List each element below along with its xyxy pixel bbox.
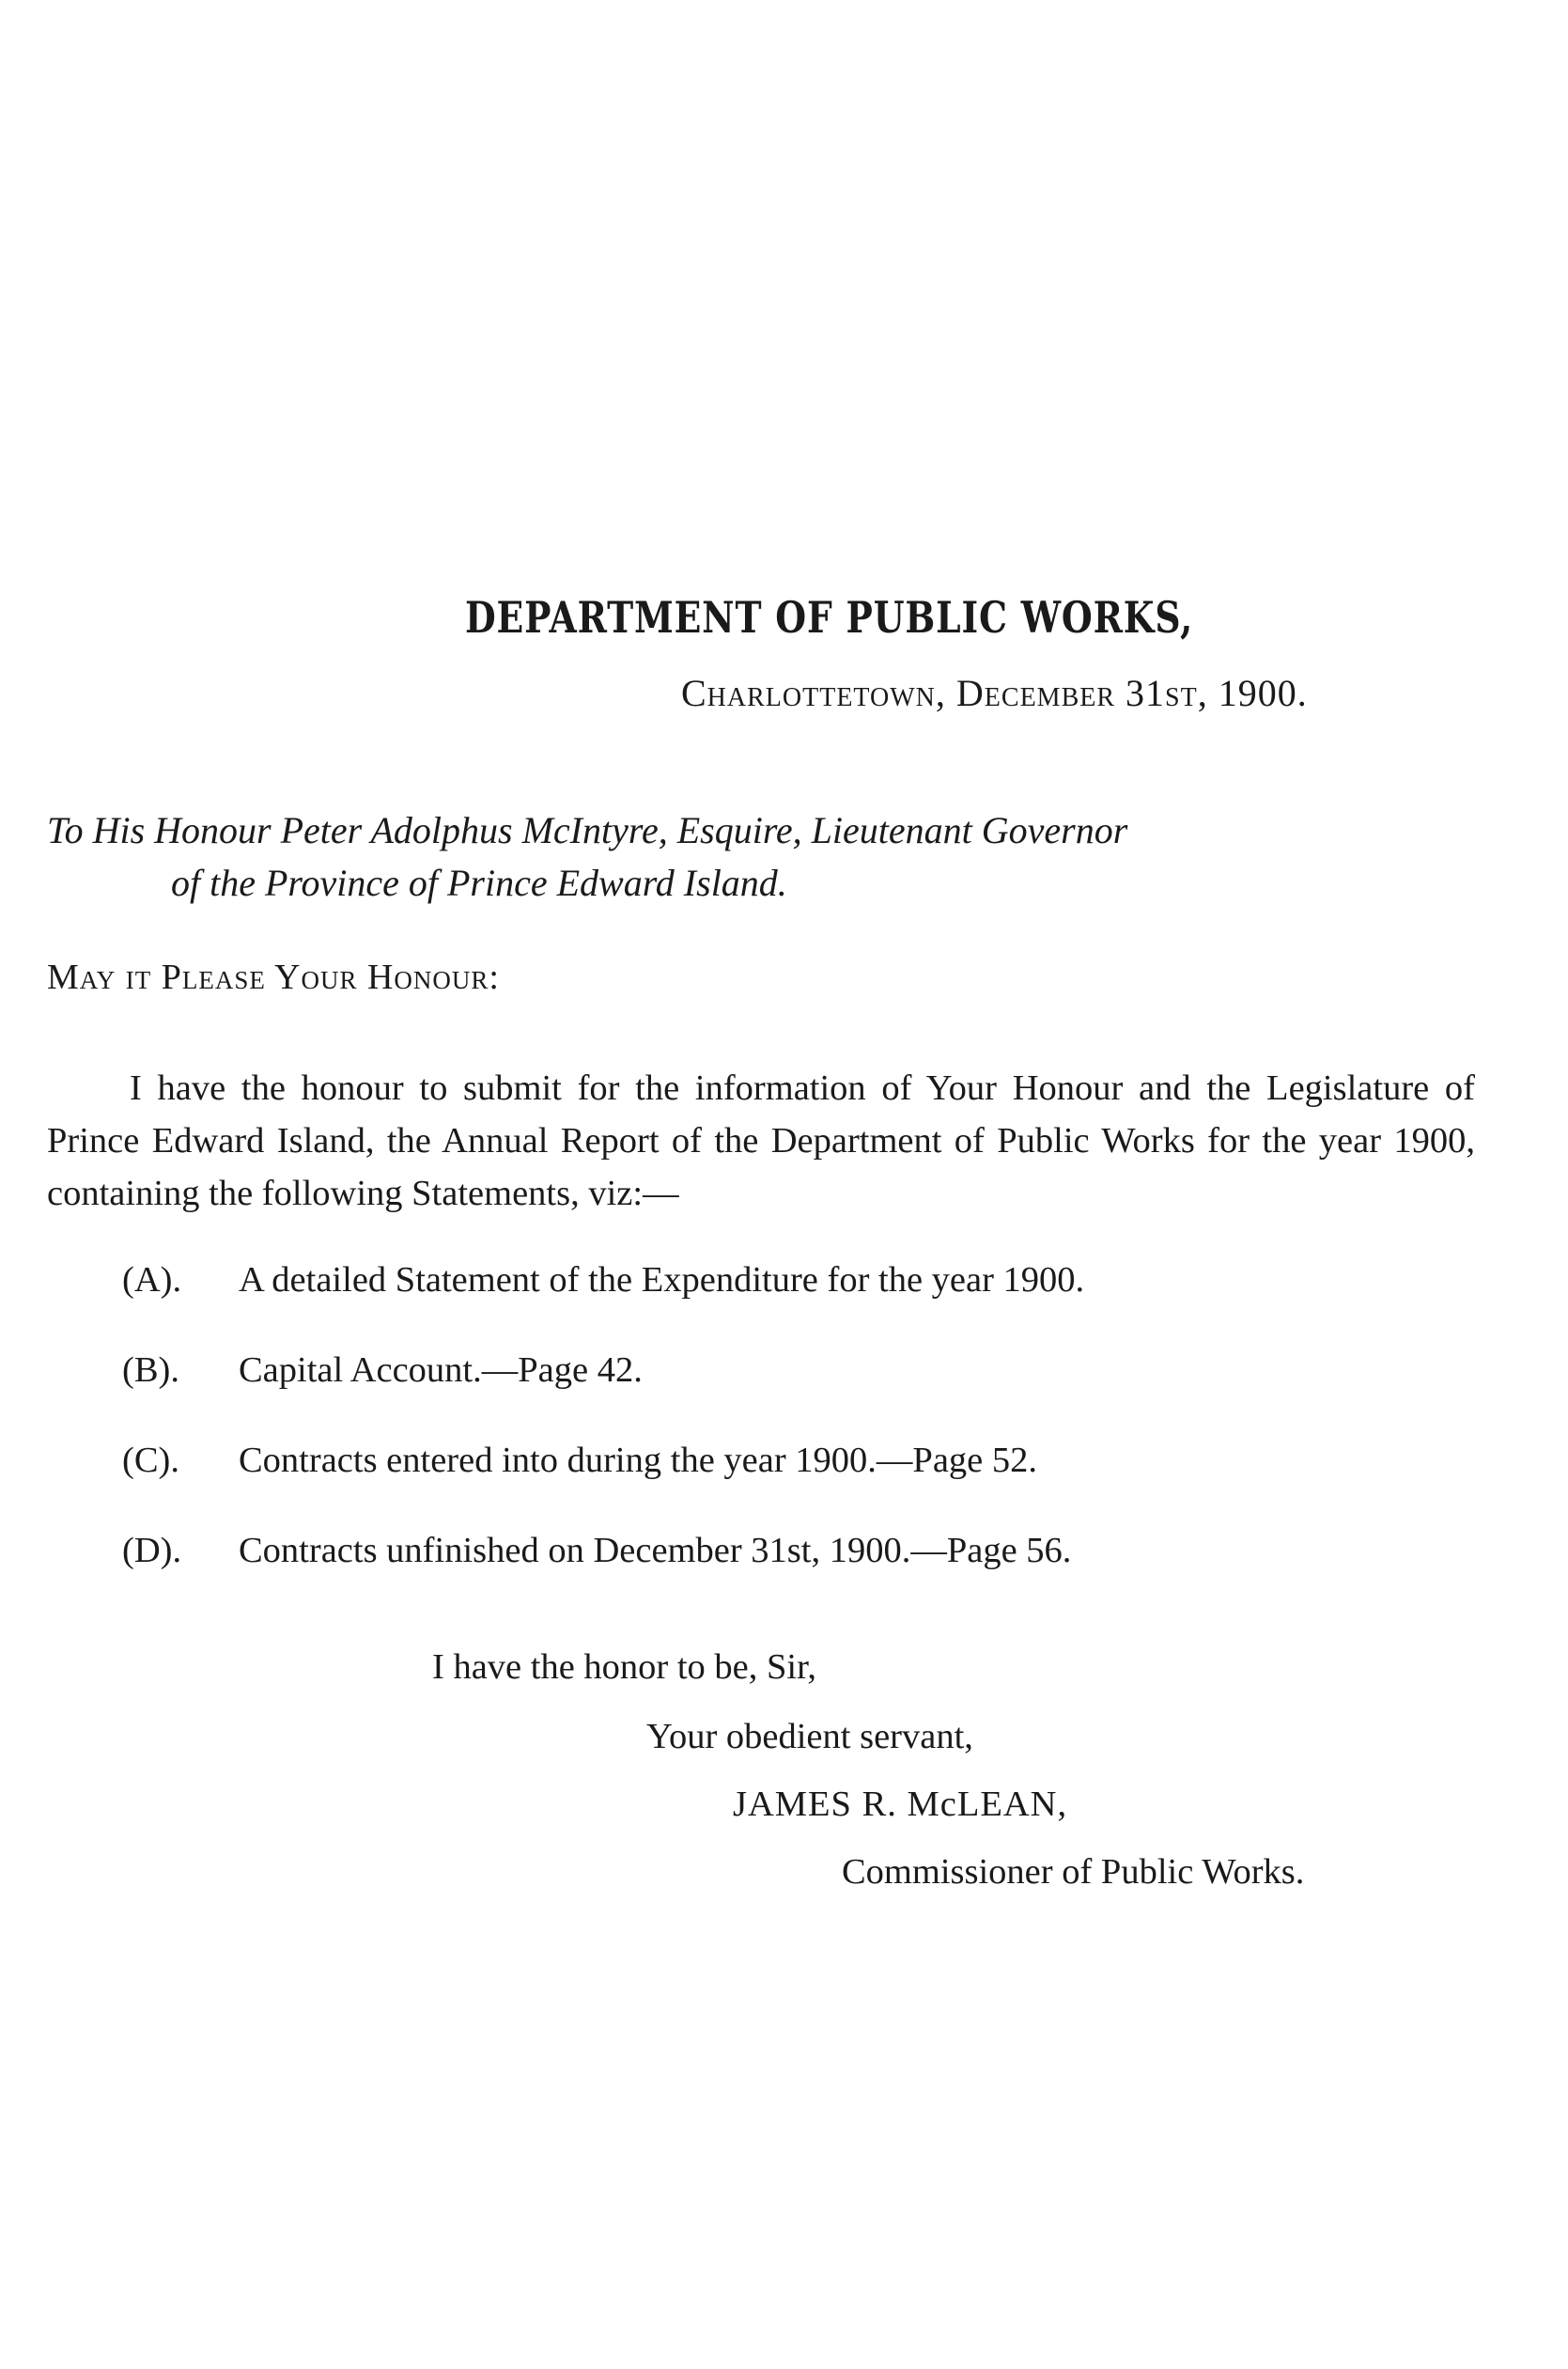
list-item xyxy=(122,1530,1437,1620)
list-item-marker: (A). xyxy=(122,1260,182,1300)
salutation: May it Please Your Honour: xyxy=(47,958,500,997)
list-item-text: Contracts entered into during the year 1900.—Page 52. xyxy=(239,1441,1037,1480)
statement-list xyxy=(122,1259,1437,1620)
list-item xyxy=(122,1349,1437,1440)
body-paragraph: I have the honour to submit for the information of Your Honour and the Legislature of Prince Edward Island, the Annual Report of the Department of Public Works for the year 1900, containing the following Statements, viz:— xyxy=(47,1068,1475,1213)
addressee-line-2: of the Province of Prince Edward Island. xyxy=(171,862,787,904)
list-item-marker: (C). xyxy=(122,1441,179,1480)
list-item xyxy=(122,1259,1437,1349)
list-item-text: A detailed Statement of the Expenditure for the year 1900. xyxy=(239,1260,1085,1300)
closing-line: I have the honor to be, Sir, xyxy=(432,1647,817,1687)
list-item-text: Capital Account.—Page 42. xyxy=(239,1350,643,1390)
signature-name: JAMES R. McLEAN, xyxy=(733,1785,1068,1824)
list-item-marker: (B). xyxy=(122,1350,179,1390)
list-item-marker: (D). xyxy=(122,1531,182,1570)
list-item-text: Contracts unfinished on December 31st, 1900.—Page 56. xyxy=(239,1531,1072,1570)
signature-title: Commissioner of Public Works. xyxy=(842,1852,1305,1892)
letter-heading: DEPARTMENT OF PUBLIC WORKS, xyxy=(465,592,1194,643)
addressee-line-1: To His Honour Peter Adolphus McIntyre, Esquire, Lieutenant Governor xyxy=(47,809,1128,851)
list-item xyxy=(122,1440,1437,1530)
addressee-block xyxy=(47,804,1494,910)
dateline: Charlottetown, December 31st, 1900. xyxy=(681,672,1308,714)
complimentary-close: Your obedient servant, xyxy=(646,1717,973,1756)
